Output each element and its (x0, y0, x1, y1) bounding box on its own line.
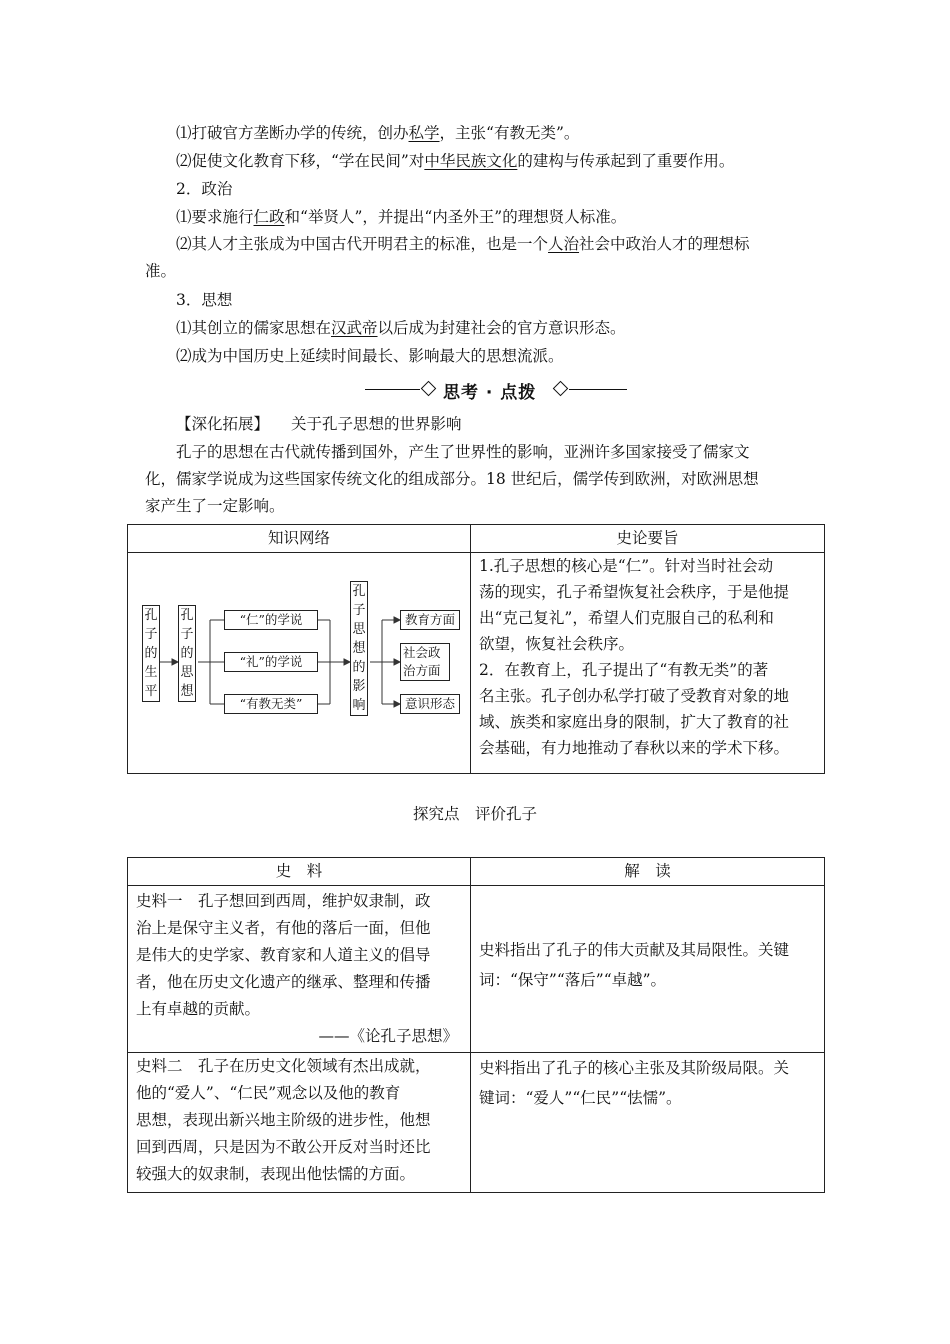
interpretation-1-line-2: 词：“保守”“落后”“卓越”。 (479, 971, 667, 989)
heading-politics: 2．政治 (176, 180, 233, 198)
interpretation-2-line-1: 史料指出了孔子的核心主张及其阶级局限。关 (479, 1059, 790, 1077)
source-2-line-4: 回到西周，只是因为不敢公开反对当时还比 (136, 1138, 431, 1156)
interpretation-1-cell (471, 886, 825, 1053)
source-1-line-5: 上有卓越的贡献。 (136, 1000, 261, 1018)
source-1-line-3: 是伟大的史学家、教育家和人道主义的倡导 (136, 946, 431, 964)
deepen-para-line-1: 孔子的思想在古代就传播到国外，产生了世界性的影响，亚洲许多国家接受了儒家文 (176, 443, 750, 461)
point-2-1: ⑴要求施行仁政和“举贤人”，并提出“内圣外王”的理想贤人标准。 (176, 208, 627, 226)
interpretation-header: 解 读 (471, 858, 825, 886)
box-influence: 孔 子 思 想 的 影 响 (350, 581, 368, 716)
box-ideology: 意识形态 (400, 694, 460, 714)
history-theme-cell (471, 553, 825, 774)
source-1-citation: ——《论孔子思想》 (318, 1027, 458, 1045)
history-theme-header: 史论要旨 (471, 525, 825, 553)
box-education-for-all: “有教无类” (224, 694, 318, 714)
knowledge-network-header: 知识网络 (128, 525, 471, 553)
point-2-2: ⑵其人才主张成为中国古代开明君主的标准，也是一个人治社会中政治人才的理想标 (176, 235, 750, 253)
source-2-line-3: 思想，表现出新兴地主阶级的进步性，他想 (136, 1111, 431, 1129)
box-ren-theory: “仁”的学说 (224, 610, 318, 630)
source-2-line-2: 他的“爱人”、“仁民”观念以及他的教育 (136, 1084, 401, 1102)
point-3-2: ⑵成为中国历史上延续时间最长、影响最大的思想流派。 (176, 347, 564, 365)
interpretation-2-line-2: 键词：“爱人”“仁民”“怯懦”。 (479, 1089, 682, 1107)
box-li-theory: “礼”的学说 (224, 652, 318, 672)
knowledge-table (127, 524, 825, 774)
box-education-aspect: 教育方面 (400, 610, 460, 630)
heading-thought: 3．思想 (176, 291, 233, 309)
source-2-cell (128, 1053, 471, 1193)
source-1-line-1: 史料一 孔子想回到西周，维护奴隶制，政 (136, 892, 431, 910)
source-1-line-4: 者，他在历史文化遗产的继承、整理和传播 (136, 973, 431, 991)
source-2-line-5: 较强大的奴隶制，表现出他怯懦的方面。 (136, 1165, 416, 1183)
box-thought: 孔 子 的 思 想 (178, 605, 196, 702)
source-1-cell (128, 886, 471, 1053)
deepen-para-line-2: 化，儒家学说成为这些国家传统文化的组成部分。18 世纪后，儒学传到欧洲，对欧洲思想 (145, 470, 759, 488)
source-header: 史 料 (128, 858, 471, 886)
knowledge-diagram (128, 553, 470, 773)
knowledge-diagram-cell (128, 553, 471, 774)
theme-line-7: 域、族类和家庭出身的限制，扩大了教育的社 (479, 713, 790, 731)
interpretation-1-line-1: 史料指出了孔子的伟大贡献及其局限性。关键 (479, 941, 790, 959)
point-3-1: ⑴其创立的儒家思想在汉武帝以后成为封建社会的官方意识形态。 (176, 319, 626, 337)
theme-line-5: 2．在教育上，孔子提出了“有教无类”的著 (479, 661, 769, 679)
theme-line-1: 1.孔子思想的核心是“仁”。针对当时社会动 (479, 557, 774, 575)
source-table (127, 857, 825, 1193)
section-divider (365, 378, 627, 402)
theme-line-6: 名主张。孔子创办私学打破了受教育对象的地 (479, 687, 790, 705)
deepen-para-line-3: 家产生了一定影响。 (145, 497, 285, 515)
interpretation-2-cell (471, 1053, 825, 1193)
deepen-heading: 【深化拓展】 关于孔子思想的世界影响 (176, 415, 462, 433)
divider-title: 思考 · 点拨 (443, 383, 537, 403)
theme-line-2: 荡的现实，孔子希望恢复社会秩序，于是他提 (479, 583, 790, 601)
point-1-1: ⑴打破官方垄断办学的传统，创办私学，主张“有教无类”。 (176, 124, 580, 142)
theme-line-8: 会基础，有力地推动了春秋以来的学术下移。 (479, 739, 790, 757)
point-2-2-cont: 准。 (145, 262, 177, 280)
section-title: 探究点 评价孔子 (412, 805, 537, 823)
theme-line-3: 出“克己复礼”，希望人们克服自己的私利和 (479, 609, 774, 627)
box-social-political: 社会政 治方面 (400, 643, 450, 681)
source-1-line-2: 治上是保守主义者，有他的落后一面，但他 (136, 919, 431, 937)
box-life: 孔 子 的 生 平 (142, 605, 160, 702)
source-2-line-1: 史料二 孔子在历史文化领域有杰出成就， (136, 1057, 431, 1075)
point-1-2: ⑵促使文化教育下移，“学在民间”对中华民族文化的建构与传承起到了重要作用。 (176, 152, 735, 170)
theme-line-4: 欲望，恢复社会秩序。 (479, 635, 635, 653)
